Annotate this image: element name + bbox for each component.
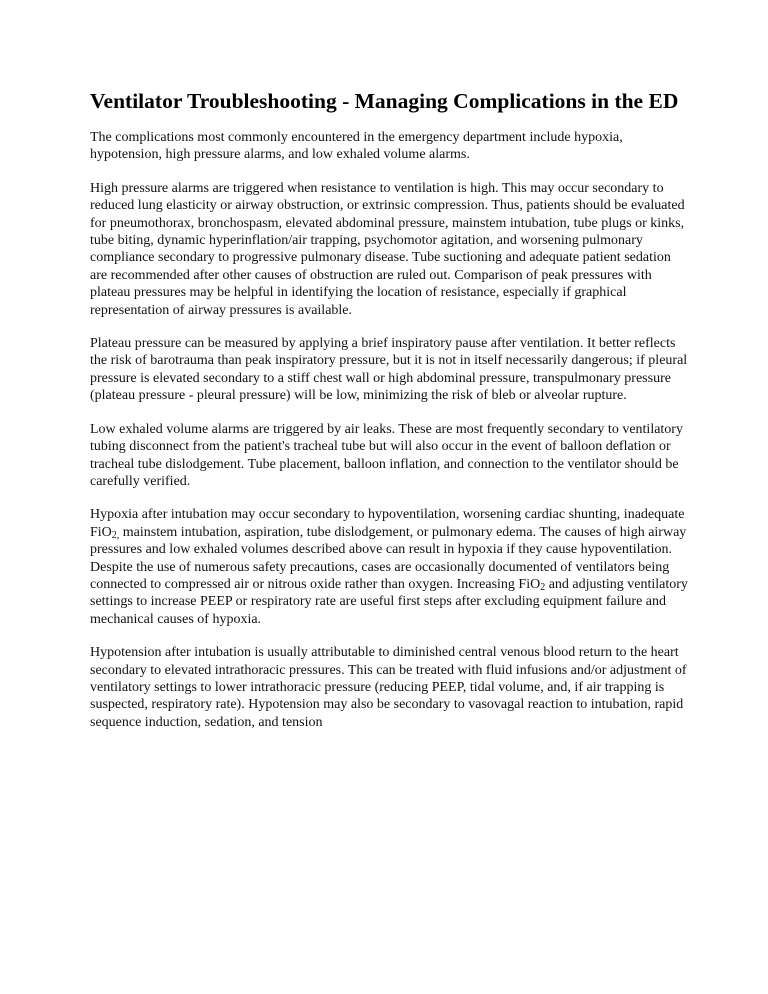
fio2-subscript-2: 2 <box>540 581 546 593</box>
fio2-subscript-1: 2, <box>111 529 120 541</box>
paragraph-hypoxia <box>90 506 688 628</box>
hypoxia-text-part-1: Hypoxia after intubation may occur secondary to hypoventilation, worsening cardiac shunting, inadequate FiO <box>90 507 685 540</box>
document-page <box>90 88 688 747</box>
paragraph-high-pressure-alarms: High pressure alarms are triggered when resistance to ventilation is high. This may occur secondary to reduced lung elasticity or airway obstruction, or extrinsic compression. Thus, patients should be evaluated for pneumothorax, bronchospasm, elevated abdominal pressure, mainstem intubation, tube plugs or kinks, tube biting, dynamic hyperinflation/air trapping, psychomotor agitation, and worsening pulmonary compliance secondary to progressive pulmonary disease. Tube suctioning and adequate patient sedation are recommended after other causes of obstruction are ruled out. Comparison of peak pressures with plateau pressures may be helpful in identifying the location of resistance, especially if graphical representation of airway pressures is available. <box>90 180 685 318</box>
hypoxia-text-part-2: mainstem intubation, aspiration, tube dislodgement, or pulmonary edema. The causes of high airway pressures and low exhaled volumes described above can result in hypoxia if they cause hypoventilation. Despite the use of numerous safety precautions, cases are occasionally documented of ventilators being connected to compressed air or nitrous oxide rather than oxygen. Increasing FiO <box>90 524 687 592</box>
paragraph-low-exhaled-volume: Low exhaled volume alarms are triggered by air leaks. These are most frequently secondary to ventilatory tubing disconnect from the patient's tracheal tube but will also occur in the event of balloon deflation or tracheal tube dislodgement. Tube placement, balloon inflation, and connection to the ventilator should be carefully verified. <box>90 421 683 489</box>
document-title: Ventilator Troubleshooting - Managing Complications in the ED <box>90 89 679 113</box>
paragraph-intro: The complications most commonly encountered in the emergency department include hypoxia, hypotension, high pressure alarms, and low exhaled volume alarms. <box>90 130 623 163</box>
paragraph-hypotension: Hypotension after intubation is usually attributable to diminished central venous blood return to the heart secondary to elevated intrathoracic pressures. This can be treated with fluid infusions and/or adjustment of ventilatory settings to lower intrathoracic pressure (reducing PEEP, tidal volume, and, if air trapping is suspected, respiratory rate). Hypotension may also be secondary to vasovagal reaction to intubation, rapid sequence induction, sedation, and tension <box>90 645 687 730</box>
paragraph-plateau-pressure: Plateau pressure can be measured by applying a brief inspiratory pause after ventilation. It better reflects the risk of barotrauma than peak inspiratory pressure, but it is not in itself necessarily dangerous; if pleural pressure is elevated secondary to a stiff chest wall or high abdominal pressure, transpulmonary pressure (plateau pressure - pleural pressure) will be low, minimizing the risk of bleb or alveolar rupture. <box>90 336 688 404</box>
hypoxia-text-part-3: and adjusting ventilatory settings to increase PEEP or respiratory rate are useful first steps after excluding equipment failure and mechanical causes of hypoxia. <box>90 576 688 627</box>
